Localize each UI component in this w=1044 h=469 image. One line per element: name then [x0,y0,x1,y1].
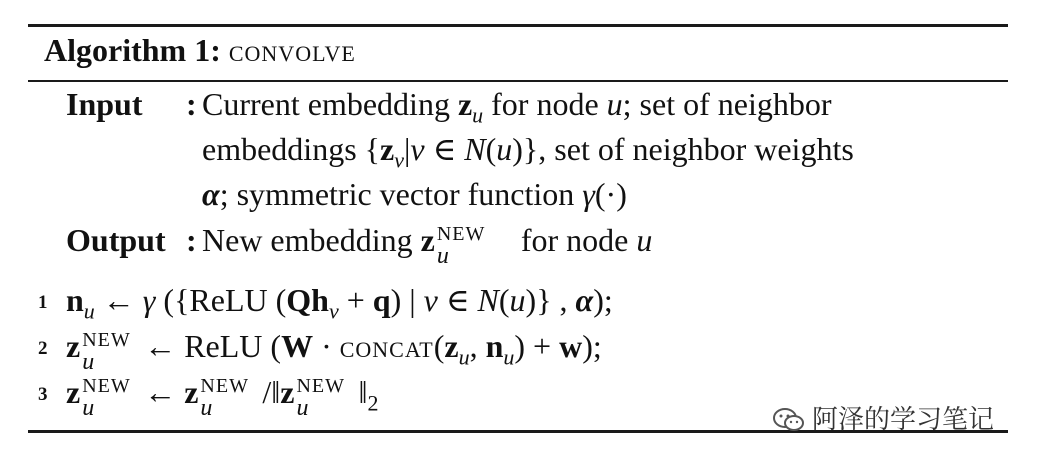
input-line-3: α; symmetric vector function γ(·) [202,176,627,212]
input-colon: : [186,86,197,122]
wechat-icon [772,406,806,434]
algorithm-label: Algorithm 1: [44,32,221,68]
input-line-2: embeddings {$z_v|v$ ∈ N(u)}, set of neighbor weights [202,131,854,173]
step-number-3: 3 [38,384,48,405]
header-rule [28,80,1008,82]
watermark [772,404,994,436]
step-3: z NEW u ← z NEW u /‖z NEW u $‖_2$ [66,374,379,421]
algorithm-name: convolve [228,32,356,68]
algorithm-title [44,30,356,70]
output-colon: : [186,222,197,258]
step-number-2: 2 [38,338,48,359]
step-2: z NEW u ← ReLU ($W \cdot concat(z_u$, $n_u) + w$); [66,328,602,375]
top-rule [28,24,1008,27]
step-number-1: 1 [38,292,48,313]
step-1: $n_u$ ← γ ({ReLU $(Qh_v + q)$ | v ∈ N(u)} , α); [66,282,613,324]
output-label: Output [66,222,166,258]
output-text: New embedding z NEW u for node u [202,222,653,269]
input-line-1: Current embedding $z_u$ for node u; set of neighbor [202,86,832,128]
watermark-text: 阿泽的学习笔记 [812,405,995,435]
input-label: Input [66,86,143,122]
